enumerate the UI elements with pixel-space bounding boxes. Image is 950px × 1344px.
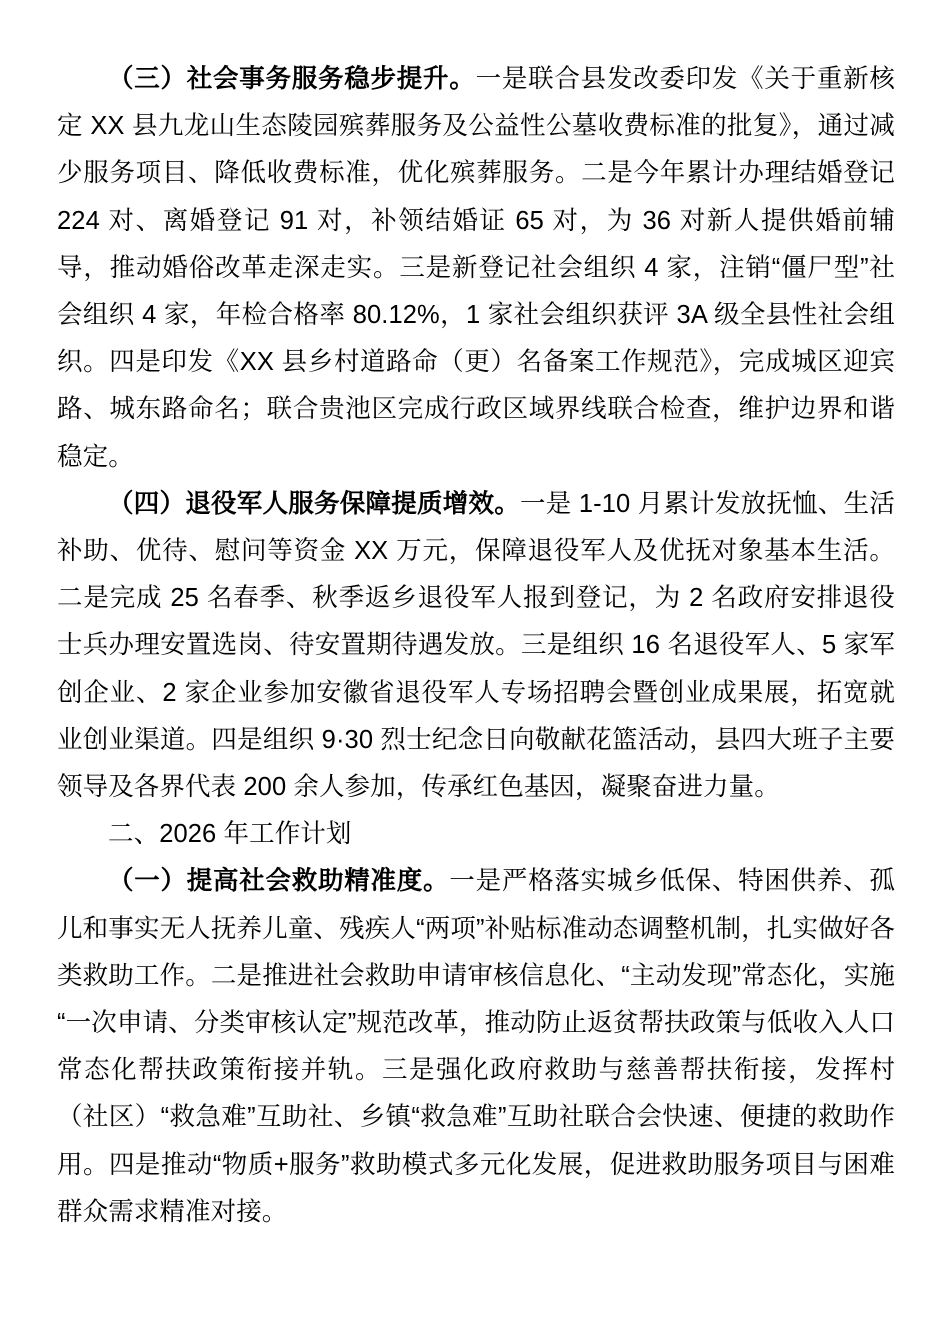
paragraph-plan-1	[57, 858, 895, 1236]
paragraph-section-3	[57, 56, 895, 481]
document-body	[57, 56, 895, 1236]
paragraph-lead-section-3: （三）社会事务服务稳步提升。	[108, 65, 476, 93]
heading-work-plan-2026: 二、2026 年工作计划	[108, 820, 352, 849]
paragraph-text-plan-1: 一是严格落实城乡低保、特困供养、孤儿和事实无人抚养儿童、残疾人“两项”补贴标准动态调整机制，扎实做好各类救助工作。二是推进社会救助申请审核信息化、“主动发现”常态化，实施“一次申请、分类审核认定”规范改革，推动防止返贫帮扶政策与低收入人口常态化帮扶政策衔接并轨。三是强化政府救助与慈善帮扶衔接，发挥村（社区）“救急难”互助社、乡镇“救急难”互助社联合会快速、便捷的救助作用。四是推动“物质+服务”救助模式多元化发展，促进救助服务项目与困难群众需求精准对接。	[57, 867, 895, 1226]
paragraph-lead-plan-1: （一）提高社会救助精准度。	[108, 867, 450, 896]
paragraph-section-4	[57, 481, 895, 811]
paragraph-text-section-3: 一是联合县发改委印发《关于重新核定 XX 县九龙山生态陵园殡葬服务及公益性公墓收费标准的批复》，通过减少服务项目、降低收费标准，优化殡葬服务。二是今年累计办理结婚登记 224 对、离婚登记 91 对，补领结婚证 65 对，为 36 对新人提供婚前辅导，推动婚俗改革走深走实。三是新登记社会组织 4 家，注销“僵尸型”社会组织 4 家，年检合格率 80.12%，1 家社会组织获评 3A 级全县性社会组织。四是印发《XX 县乡村道路命（更）名备案工作规范》，完成城区迎宾路、城东路命名；联合贵池区完成行政区域界线联合检查，维护边界和谐稳定。	[57, 65, 895, 471]
paragraph-text-section-4: 一是 1-10 月累计发放抚恤、生活补助、优待、慰问等资金 XX 万元，保障退役军人及优抚对象基本生活。二是完成 25 名春季、秋季返乡退役军人报到登记，为 2 名政府安排退役士兵办理安置选岗、待安置期待遇发放。三是组织 16 名退役军人、5 家军创企业、2 家企业参加安徽省退役军人专场招聘会暨创业成果展，拓宽就业创业渠道。四是组织 9·30 烈士纪念日向敬献花篮活动，县四大班子主要领导及各界代表 200 余人参加，传承红色基因，凝聚奋进力量。	[57, 489, 895, 802]
paragraph-lead-section-4: （四）退役军人服务保障提质增效。	[108, 489, 521, 518]
